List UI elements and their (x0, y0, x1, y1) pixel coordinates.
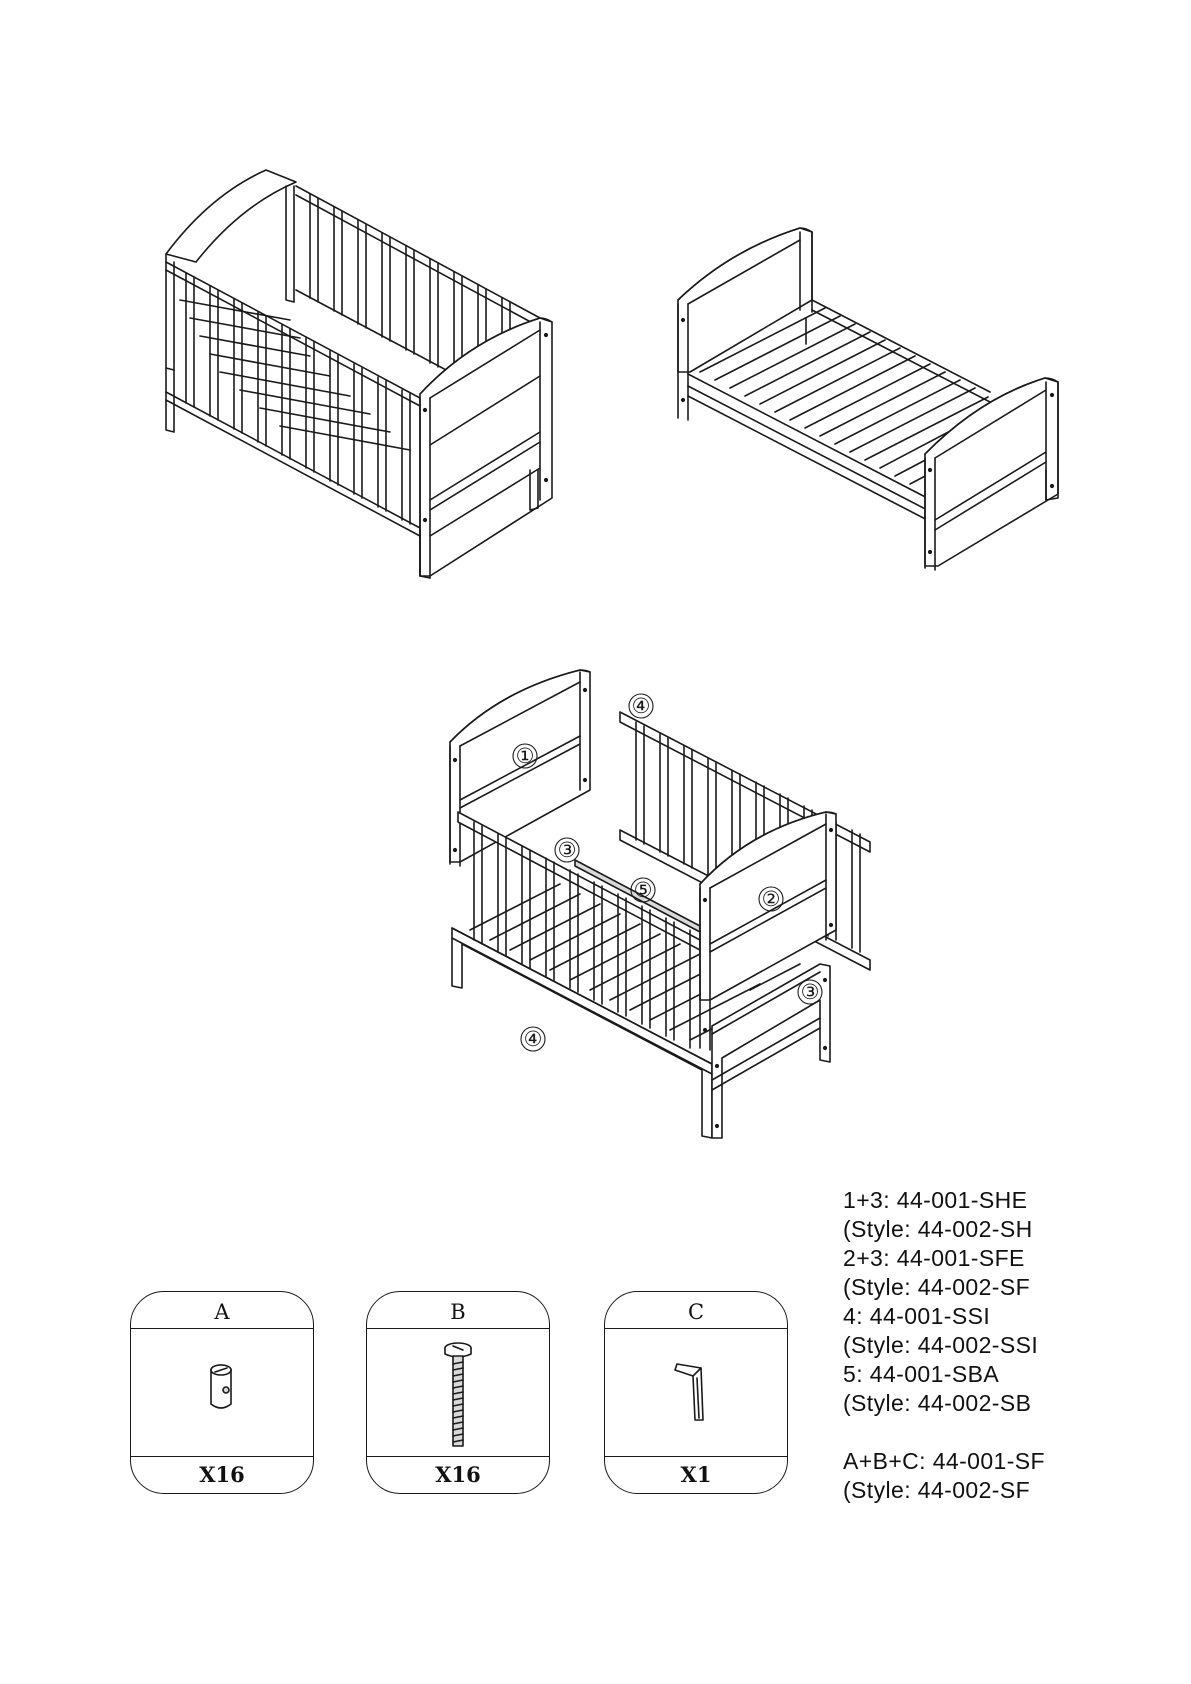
allen-key-icon (605, 1328, 789, 1459)
bolt-icon (367, 1328, 551, 1459)
exploded-view-drawing (450, 670, 870, 1138)
part-label-3-lower: ③ (800, 980, 820, 1004)
part-code-line: (Style: 44-002-SSI (843, 1332, 1039, 1358)
hardware-card-b (366, 1291, 550, 1494)
hardware-letter: C (605, 1292, 787, 1329)
part-code-line: 5: 44-001-SBA (843, 1361, 1000, 1387)
hardware-letter: A (131, 1292, 313, 1329)
part-code-line: 2+3: 44-001-SFE (843, 1245, 1025, 1271)
hardware-card-c (604, 1291, 788, 1494)
part-label-5: ⑤ (633, 878, 653, 902)
hardware-quantity: X1 (605, 1456, 787, 1493)
part-label-4-upper: ④ (631, 694, 651, 718)
part-code-line: (Style: 44-002-SH (843, 1216, 1033, 1242)
part-code-line: 1+3: 44-001-SHE (843, 1187, 1028, 1213)
part-label-1: ① (515, 744, 535, 768)
hardware-code-line: A+B+C: 44-001-SF (843, 1448, 1046, 1474)
barrel-nut-icon (131, 1328, 315, 1459)
part-code-line: (Style: 44-002-SF (843, 1274, 1031, 1300)
hardware-code-line: (Style: 44-002-SF (843, 1477, 1031, 1503)
part-code-line: (Style: 44-002-SB (843, 1390, 1032, 1416)
part-label-3-upper: ③ (557, 838, 577, 862)
hardware-quantity: X16 (367, 1456, 549, 1493)
part-code-line: 4: 44-001-SSI (843, 1303, 991, 1329)
part-code-list (843, 1186, 1045, 1505)
junior-bed-drawing (678, 228, 1058, 570)
hardware-quantity: X16 (131, 1456, 313, 1493)
part-label-2: ② (761, 887, 781, 911)
cot-bed-drawing (166, 170, 552, 578)
hardware-letter: B (367, 1292, 549, 1329)
part-label-4-lower: ④ (523, 1027, 543, 1051)
hardware-card-a (130, 1291, 314, 1494)
